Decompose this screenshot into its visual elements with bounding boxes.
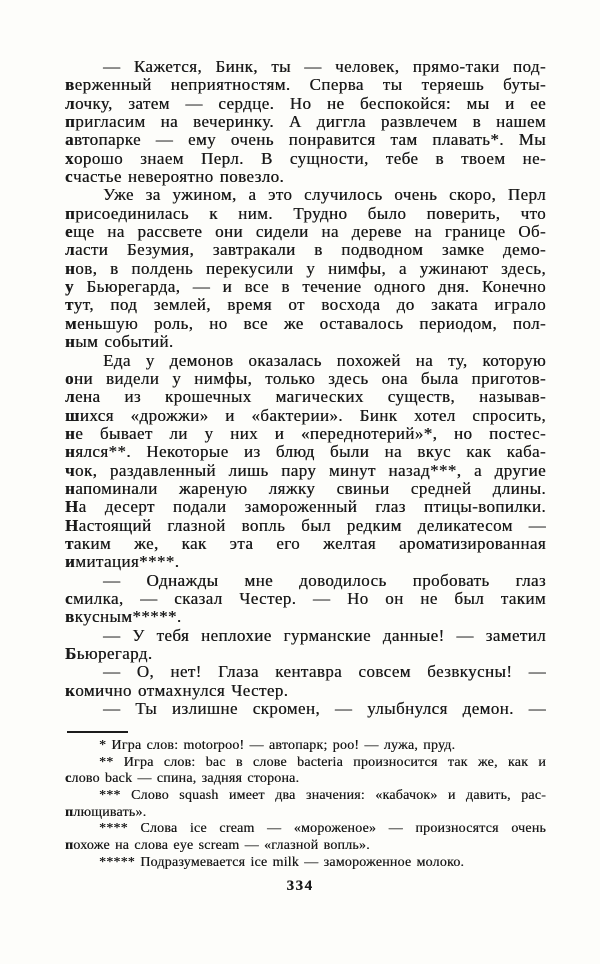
footnote-line: *** Слово squash имеет два значения: «кабачок» и давить, рас- — [99, 788, 546, 804]
text-line: имитация****. — [65, 553, 180, 572]
text-line: нов, в полдень перекусили у нимфы, а ужинают здесь, — [65, 259, 546, 278]
text-line: вкусным*****. — [65, 608, 182, 627]
text-line: верженный неприятностям. Сперва ты теряешь буты- — [65, 76, 546, 95]
text-line: — Кажется, Бинк, ты — человек, прямо-таки под- — [103, 58, 546, 76]
footnote-line: ***** Подразумевается ice milk — замороженное молоко. — [99, 854, 465, 870]
text-line: чок, раздавленный лишь пару минут назад***, а другие — [65, 461, 546, 480]
text-line: ласти Безумия, завтракали в подводном замке демо- — [65, 241, 546, 260]
text-line: смилка, — сказал Честер. — Но он не был таким — [65, 589, 546, 608]
text-line: комично отмахнулся Честер. — [65, 681, 289, 700]
text-line: Уже за ужином, а это случилось очень скоро, Перл — [103, 186, 546, 205]
footnote-line: слово back — спина, задняя сторона. — [65, 771, 300, 787]
text-line: нялся**. Некоторые из блюд были на вкус как каба- — [65, 443, 546, 462]
text-line: Настоящий глазной вопль был редким деликатесом — — [65, 516, 546, 535]
paragraph — [65, 627, 546, 664]
text-line: еще на рассвете они сидели на дереве на границе Об- — [65, 223, 546, 242]
footnote-line: плющивать». — [65, 804, 147, 820]
paragraph — [65, 663, 546, 700]
text-line: — Ты излишне скромен, — улыбнулся демон. — — [103, 700, 546, 719]
text-line: — У тебя неплохие гурманские данные! — заметил — [103, 626, 546, 645]
text-line: присоединилась к ним. Трудно было поверить, что — [65, 204, 546, 223]
body-text — [65, 58, 546, 718]
text-line: меньшую роль, но все же оставалось периодом, пол- — [65, 314, 546, 333]
footnote — [65, 738, 546, 755]
paragraph — [65, 572, 546, 627]
text-line: — Однажды мне доводилось пробовать глаз — [103, 571, 546, 590]
paragraph — [65, 700, 546, 718]
paragraph — [65, 58, 546, 186]
footnote-line: **** Слова ice cream — «мороженое» — произносятся очень — [99, 821, 546, 837]
text-line: ным событий. — [65, 333, 174, 352]
text-line: они видели у нимфы, только здесь она была приготов- — [65, 369, 546, 388]
footnote-line: * Игра слов: motorpoo! — автопарк; poo! — лужа, пруд. — [99, 738, 456, 753]
text-line: тут, под землей, время от восхода до заката играло — [65, 296, 546, 315]
text-line: хорошо знаем Перл. В сущности, тебе в твоем не- — [65, 149, 546, 168]
text-line: Бьюрегард. — [65, 645, 153, 663]
text-line: лена из крошечных магических существ, называв- — [65, 388, 546, 407]
text-line: напоминали жареную ляжку свиньи средней длины. — [65, 479, 546, 498]
text-line: лочку, затем — сердце. Но не беспокойся: мы и ее — [65, 94, 546, 113]
footnote-divider — [67, 731, 128, 733]
footnote — [65, 821, 546, 854]
paragraph — [65, 186, 546, 351]
text-line: у Бьюрегарда, — и все в течение одного дня. Конечно — [65, 278, 546, 297]
text-line: не бывает ли у них и «переднотерий»*, но постес- — [65, 424, 546, 443]
text-line: таким же, как эта его желтая ароматизированная — [65, 534, 546, 553]
text-line: На десерт подали замороженный глаз птицы-вопилки. — [65, 498, 546, 517]
text-line: — О, нет! Глаза кентавра совсем безвкусны! — — [103, 663, 546, 682]
paragraph — [65, 352, 546, 572]
text-line: автопарке — ему очень понравится там плавать*. Мы — [65, 131, 546, 150]
text-line: пригласим на вечеринку. А диггла развлечем в нашем — [65, 113, 546, 132]
footnote — [65, 855, 546, 872]
text-line: счастье невероятно повезло. — [65, 168, 285, 187]
footnotes — [65, 738, 546, 872]
footnote-line: похоже на слова eye scream — «глазной вопль». — [65, 838, 370, 854]
footnote-line: ** Игра слов: bac в слове bacteria произносится так же, как и — [99, 754, 546, 770]
footnote — [65, 755, 546, 788]
page-number: 334 — [286, 878, 314, 894]
text-line: шихся «дрожжи» и «бактерии». Бинк хотел спросить, — [65, 406, 546, 425]
footnote — [65, 788, 546, 821]
text-line: Еда у демонов оказалась похожей на ту, которую — [103, 351, 546, 370]
